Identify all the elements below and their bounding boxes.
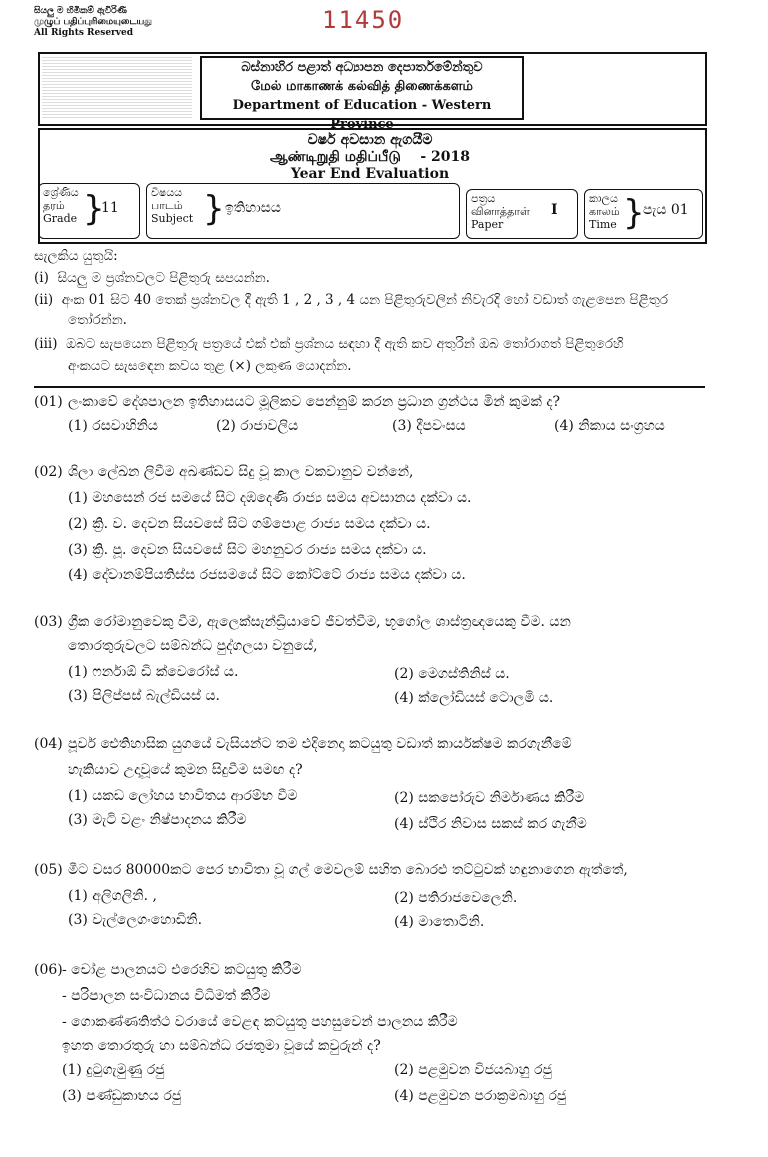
evaluation-year: - 2018 <box>420 149 470 165</box>
instruction-text: සියලු ම ප්‍රශ්නවලට පිළිතුරු සපයන්න. <box>57 270 270 286</box>
time-value: පැය 01 <box>643 202 689 218</box>
answer-option: (3) මැටි වළං නිෂ්පාදනය කිරීම <box>68 812 247 828</box>
evaluation-title-ta-row <box>200 149 540 166</box>
serial-number-stamp: 11450 <box>322 6 405 34</box>
subject-label-ta: பாடம் <box>151 199 183 212</box>
instruction-num: (ii) <box>34 292 54 308</box>
answer-option: (4) නිකාය සංග්‍රහය <box>554 418 665 434</box>
evaluation-title-en: Year End Evaluation <box>290 166 450 182</box>
subject-label-si: විෂයය <box>151 186 183 199</box>
subject-value: ඉතිහාසය <box>225 200 281 216</box>
answer-option: (2) පතිරාජවෙලෙනි. <box>394 890 518 906</box>
time-label-si: කාලය <box>589 192 618 205</box>
time-label-en: Time <box>589 218 617 231</box>
question-number: (05) <box>34 862 63 878</box>
time-cell <box>584 189 703 239</box>
time-label-ta: காலம் <box>589 205 620 218</box>
question-02 <box>34 460 724 590</box>
brace-mark: } <box>623 193 645 233</box>
instruction-num: (iii) <box>34 336 58 352</box>
answer-option: (3) පණ්ඩුකාභය රජු <box>62 1088 182 1104</box>
answer-option: (2) පළමුවන විජයබාහු රජු <box>394 1062 553 1078</box>
grade-label-ta: தரம் <box>43 199 65 212</box>
instructions-heading: සැලකිය යුතුයි: <box>34 248 118 264</box>
copyright-line-ta: முழுப் பதிப்புரிமையுடையது <box>34 17 153 27</box>
question-number: (04) <box>34 736 63 752</box>
instruction-text: අංක 01 සිට 40 තෙක් ප්‍රශ්නවල දී ඇති 1 , 2 , 3 , 4 යන පිළිතුරුවලින් නිවැරදි හෝ වඩාත් ගැළපෙන පිළිතුර <box>61 292 668 308</box>
grade-cell <box>38 183 140 239</box>
question-text: මීට වසර 80000කට පෙර භාවිතා වූ ගල් මෙවලම් සහිත බොරළු තට්ටුවක් හඳුනාගෙන ඇත්තේ, <box>68 862 628 878</box>
question-text: - චෝළ පාලනයට එරෙහිව කටයුතු කිරීම <box>62 962 302 978</box>
answer-option: (1) අලිගලිනි. , <box>68 888 157 904</box>
question-number: (03) <box>34 614 63 630</box>
question-04 <box>34 732 724 842</box>
paper-cell <box>466 189 578 239</box>
answer-option: (3) දීපවංසය <box>392 418 466 434</box>
department-name-si: බස්නාහිර පළාත් අධ්‍යාපන දෙපාර්තමේන්තුව <box>241 60 483 75</box>
instruction-num: (i) <box>34 270 49 286</box>
instruction-cont: අංකයට සැසඳෙන කවය තුළ (×) ලකුණ යොදන්න. <box>68 358 352 374</box>
instruction-item <box>34 334 714 354</box>
grade-label-en: Grade <box>43 212 78 225</box>
answer-option: (3) වැල්ලෙගංහොඩිනි. <box>68 912 203 928</box>
department-name-ta: மேல் மாகாணக் கல்வித் திணைக்களம் <box>251 79 473 94</box>
evaluation-title-ta: ஆண்டிறுதி மதிப்பீடு <box>270 149 401 165</box>
question-text: ශිලා ලේඛන ලිවීම අඛණ්ඩව සිදු වූ කාල වකවානුව වන්නේ, <box>68 464 414 480</box>
department-name-en: Department of Education - Western Province <box>232 98 492 132</box>
subject-label-en: Subject <box>151 212 194 225</box>
question-05 <box>34 858 724 938</box>
question-text: ඉහත තොරතුරු හා සම්බන්ධ රජතුමා වූයේ කවුරුන් ද? <box>62 1038 381 1054</box>
evaluation-title <box>200 132 540 183</box>
question-text: - ගොකණ්ණතිත්ථ වරායේ වෙළඳ කටයුතු පහසුවෙන් පාලනය කිරීම <box>62 1014 458 1030</box>
question-text: - පරිපාලන සංවිධානය විධිමත් කිරීම <box>62 988 271 1004</box>
question-03 <box>34 610 724 710</box>
answer-option: (4) ක්ලෝඩියස් ටොලමි ය. <box>394 690 554 706</box>
paper-label-en: Paper <box>471 218 504 231</box>
answer-option: (4) මාතොටිනි. <box>394 914 485 930</box>
subject-cell <box>146 183 460 239</box>
paper-value: I <box>551 202 558 218</box>
grade-label-si: ශ්‍රේණිය <box>43 186 79 199</box>
instruction-item <box>34 290 714 310</box>
instruction-item <box>34 268 714 288</box>
answer-option: (1) මහසෙන් රජ සමයේ සිට දඹදෙණි රාජ්‍ය සමය අවසානය දක්වා ය. <box>68 490 472 506</box>
copyright-line-en: All Rights Reserved <box>34 28 134 38</box>
answer-option: (1) රසවාහිනිය <box>68 418 158 434</box>
question-number: (01) <box>34 394 63 410</box>
time-labels <box>589 192 620 231</box>
grade-value: 11 <box>101 200 119 216</box>
question-number: (02) <box>34 464 63 480</box>
question-text: ග්‍රීක රෝමානුවෙකු වීම, ඇලෙක්සැන්ඩ්‍රියාවේ ජීවත්වීම, භූගෝල ශාස්ත්‍රඥයෙකු වීම. යන <box>68 614 571 630</box>
answer-option: (3) පිලිප්පස් බැල්ඩියස් ය. <box>68 688 220 704</box>
copyright-line-si: සියලු ම හිමිකම් ඇවිරිණි <box>34 6 127 16</box>
answer-option: (2) ක්‍රි. ව. දෙවන සියවසේ සිට ගම්පොළ රාජ්‍ය සමය දක්වා ය. <box>68 516 431 532</box>
security-texture <box>42 56 192 118</box>
evaluation-title-si: වර්ෂ අවසාන ඇගයීම <box>307 132 433 148</box>
question-number: (06) <box>34 962 63 978</box>
question-text: හැකියාව උදාවූයේ කුමන සිදුවීම සමඟ ද? <box>68 762 303 778</box>
subject-labels <box>151 186 193 225</box>
question-01 <box>34 390 724 450</box>
answer-option: (2) සකපෝරුව නිර්මාණය කිරීම <box>394 790 585 806</box>
answer-option: (4) ස්ථිර නිවාස සකස් කර ගැනීම <box>394 816 587 832</box>
paper-label-ta: வினாத்தாள் <box>471 205 530 218</box>
brace-mark: } <box>203 189 225 229</box>
brace-mark: } <box>83 189 105 229</box>
instruction-text: ඔබට සැපයෙන පිළිතුරු පත්‍රයේ එක් එක් ප්‍රශ්නය සඳහා දී ඇති කව අතුරින් ඔබ තෝරාගත් පිළිතුරෙහි <box>66 336 624 352</box>
answer-option: (1) දුටුගැමුණු රජු <box>62 1062 165 1078</box>
question-06 <box>34 958 724 1118</box>
paper-labels <box>471 192 530 231</box>
answer-option: (4) පළමුවන පරාක්‍රමබාහු රජු <box>394 1088 567 1104</box>
question-text: පූර්ව ඓතිහාසික යුගයේ වැසියන්ට තම එදිනෙදා කටයුතු වඩාත් කාර්යක්ෂම කරගැනීමේ <box>68 736 572 752</box>
paper-label-si: පත්‍රය <box>471 192 496 205</box>
question-text: තොරතුරුවලට සම්බන්ධ පුද්ගලයා වනුයේ, <box>68 638 318 654</box>
answer-option: (1) යකඩ ලෝහය භාවිතය ආරම්භ වීම <box>68 788 298 804</box>
divider-line <box>34 386 705 388</box>
question-text: ලංකාවේ දේශපාලන ඉතිහාසයට මූලිකව පෙන්නුම් කරන ප්‍රධාන ග්‍රන්ථය මින් කුමක් ද? <box>68 394 561 410</box>
answer-option: (4) දේවානම්පියතිස්ස රජසමයේ සිට කෝට්ටේ රාජ්‍ය සමය දක්වා ය. <box>68 567 466 583</box>
instruction-cont: තෝරන්න. <box>68 312 127 328</box>
answer-option: (1) ෆර්නාඕ ඩි ක්වෙරෝස් ය. <box>68 664 239 680</box>
department-name <box>200 56 524 132</box>
copyright-notice <box>34 6 174 39</box>
grade-labels <box>43 186 79 225</box>
answer-option: (2) රාජාවලිය <box>216 418 299 434</box>
answer-option: (2) මෙගස්තිනිස් ය. <box>394 666 510 682</box>
answer-option: (3) ක්‍රි. පූ. දෙවන සියවසේ සිට මහනුවර රාජ්‍ය සමය දක්වා ය. <box>68 542 427 558</box>
